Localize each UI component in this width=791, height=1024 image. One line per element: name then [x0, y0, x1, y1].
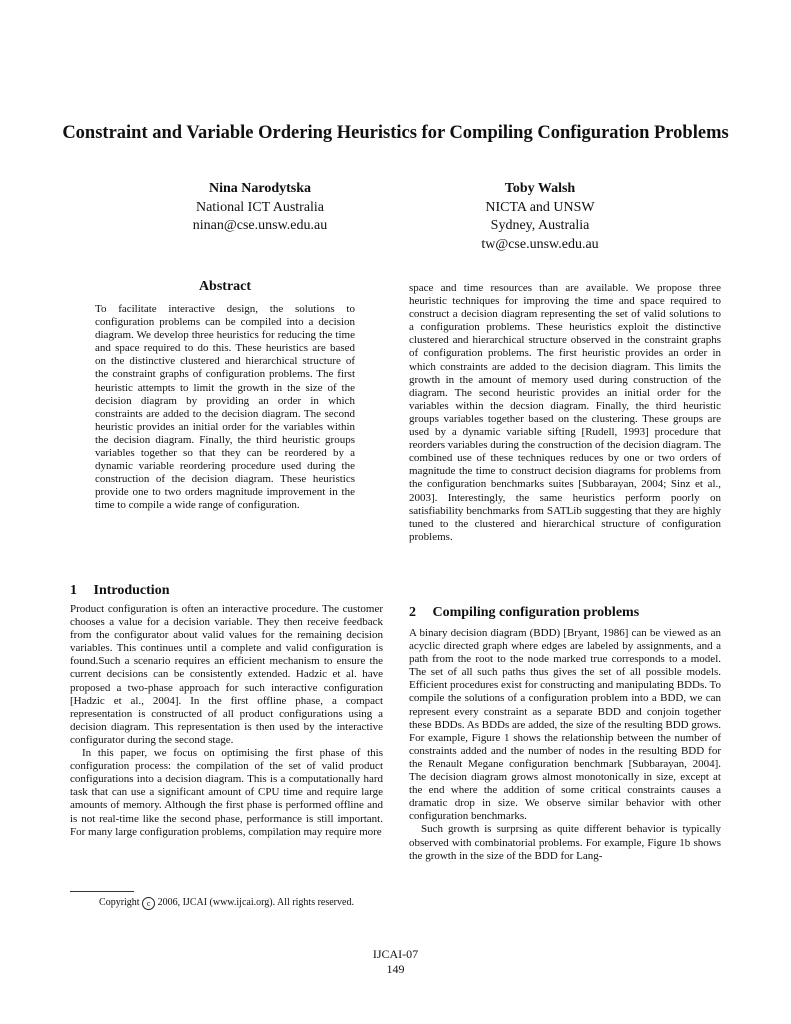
footnote-rule: [70, 891, 134, 892]
copyright-icon: c: [142, 897, 155, 910]
abstract-heading: Abstract: [198, 279, 252, 294]
section-title: Compiling configuration problems: [432, 605, 640, 620]
author-block-2: [420, 180, 660, 254]
author-name: Toby Walsh: [504, 181, 576, 196]
author-email: tw@cse.unsw.edu.au: [481, 236, 599, 252]
copyright-text: 2006, IJCAI (www.ijcai.org). All rights reserved.: [157, 897, 354, 908]
right-column-body: [409, 627, 721, 863]
intro-continuation-paragraph: space and time resources than are available. We propose three heuristic techniques for improving the time and space required to construct a decision diagram representing the set of valid solutions to a configuration problems. These heuristics exploit the distinctive clustered and hierarchical structure observed in the constraint graphs of configuration problems. The first heuristic provides an order in which constraints are added to the decision diagram. This limits the growth in the amount of memory used during construction of the diagram. The second heuristic provides an initial order for the variables within the decsion diagram. Finally, the third heuristic groups variables together based on the clustering. These groups are used by a dynamic variable sifting [Rudell, 1993] procedure that reorders variables during the construction of the decision diagram. The combined use of these techniques reduces by one or two orders of magnitude the time to construct decision diagrams for problems from the configuration benchmarks suites [Subbarayan, 2004; Sinz et al., 2003]. Interestingly, the same heuristics perform poorly on satisfiability benchmarks from SATLib suggesting that they are highly tuned to the clustered and hierarchical structure of configuration problems.: [409, 282, 721, 543]
section-number: 1: [70, 583, 77, 598]
section-heading-introduction: [70, 583, 169, 599]
copyright-footnote: [70, 897, 383, 910]
author-email: ninan@cse.unsw.edu.au: [192, 218, 328, 233]
copyright-prefix: Copyright: [99, 897, 140, 908]
author-affiliation: NICTA and UNSW: [485, 199, 595, 215]
compiling-paragraph-1: A binary decision diagram (BDD) [Bryant, 1986] can be viewed as an acyclic directed graph where edges are labeled by assignments, and a path from the root to the node marked true corresponds to a model. The set of all such paths thus gives the set of all possible models. Efficient procedures exist for constructing and manipulating BDDs. To compile the solutions of a configuration problem into a BDD, we can represent every constraint as a separate BDD and conjoin together these BDDs. As BDDs are added, the size of the resulting BDD grows. For example, Figure 1 shows the relationship between the number of constraints added and the number of nodes in the resulting BDD for the Renault Megane configuration benchmark [Subbarayan, 2004]. The decision diagram grows almost monotonically in size, except at the end where the addition of some critical constraints causes a dramatic drop in size. We observe similar behavior with other configuration benchmarks.: [409, 627, 721, 823]
author-affiliation: National ICT Australia: [195, 199, 325, 215]
page-number: 149: [386, 962, 405, 976]
venue-label: IJCAI-07: [372, 947, 419, 961]
right-column-intro: [409, 282, 721, 544]
author-name: Nina Narodytska: [208, 181, 312, 196]
left-column-body: [70, 603, 383, 839]
compiling-paragraph-2: Such growth is surprsing as quite different behavior is typically observed with combinatorial problems. For example, Figure 1b shows the growth in the size of the BDD for Lang-: [409, 823, 721, 862]
intro-paragraph-2: In this paper, we focus on optimising the first phase of this configuration process: the compilation of the set of valid product configurations into a decision diagram. This is a computationally hard task that can use a significant amount of CPU time and require large amounts of memory. Although the first phase is performed offline and is not real-time like the second phase, performance is still important. For many large configuration problems, compilation may require more: [70, 747, 383, 838]
section-heading-compiling: [409, 605, 639, 621]
section-number: 2: [409, 605, 416, 620]
paper-title: Constraint and Variable Ordering Heuristics for Compiling Configuration Problems: [62, 123, 729, 143]
section-title: Introduction: [93, 583, 170, 598]
author-location: Sydney, Australia: [490, 218, 590, 233]
author-block-1: [130, 180, 390, 236]
page-footer: [0, 947, 791, 977]
intro-paragraph-1: Product configuration is often an interactive procedure. The customer chooses a value for a decision variable. They then receive feedback from the configurator about valid values for the remaining decision variables. This continues until a complete and valid configuration is found.Such a scenario requires an efficient mechanism to ensure the current decisions can be consistently extended. Hadzic et al. have proposed a two-phase approach for such interactive configuration [Hadzic et al., 2004]. In the first offline phase, a compact representation is constructed of all product configurations using a decision diagram. This representation is then used by the interactive configurator during the second stage.: [70, 603, 383, 746]
abstract-text: To facilitate interactive design, the solutions to configuration problems can be compiled into a decision diagram. We develop three heuristics for reducing the time and space required to do this. These heuristics are based on the distinctive clustered and hierarchical structure of the constraint graphs of configuration problems. The first heuristic attempts to limit the growth in the size of the decision diagram by providing an order in which constraints are added to the decision diagram. The second heuristic provides an initial order for the variables within the decision diagram. Finally, the third heuristic groups variables together so that they can be reordered by a dynamic variable reordering procedure used during the construction of the decision diagram. These heuristics provide one to two orders magnitude improvement in the time to compile a wide range of configuration.: [95, 303, 355, 512]
